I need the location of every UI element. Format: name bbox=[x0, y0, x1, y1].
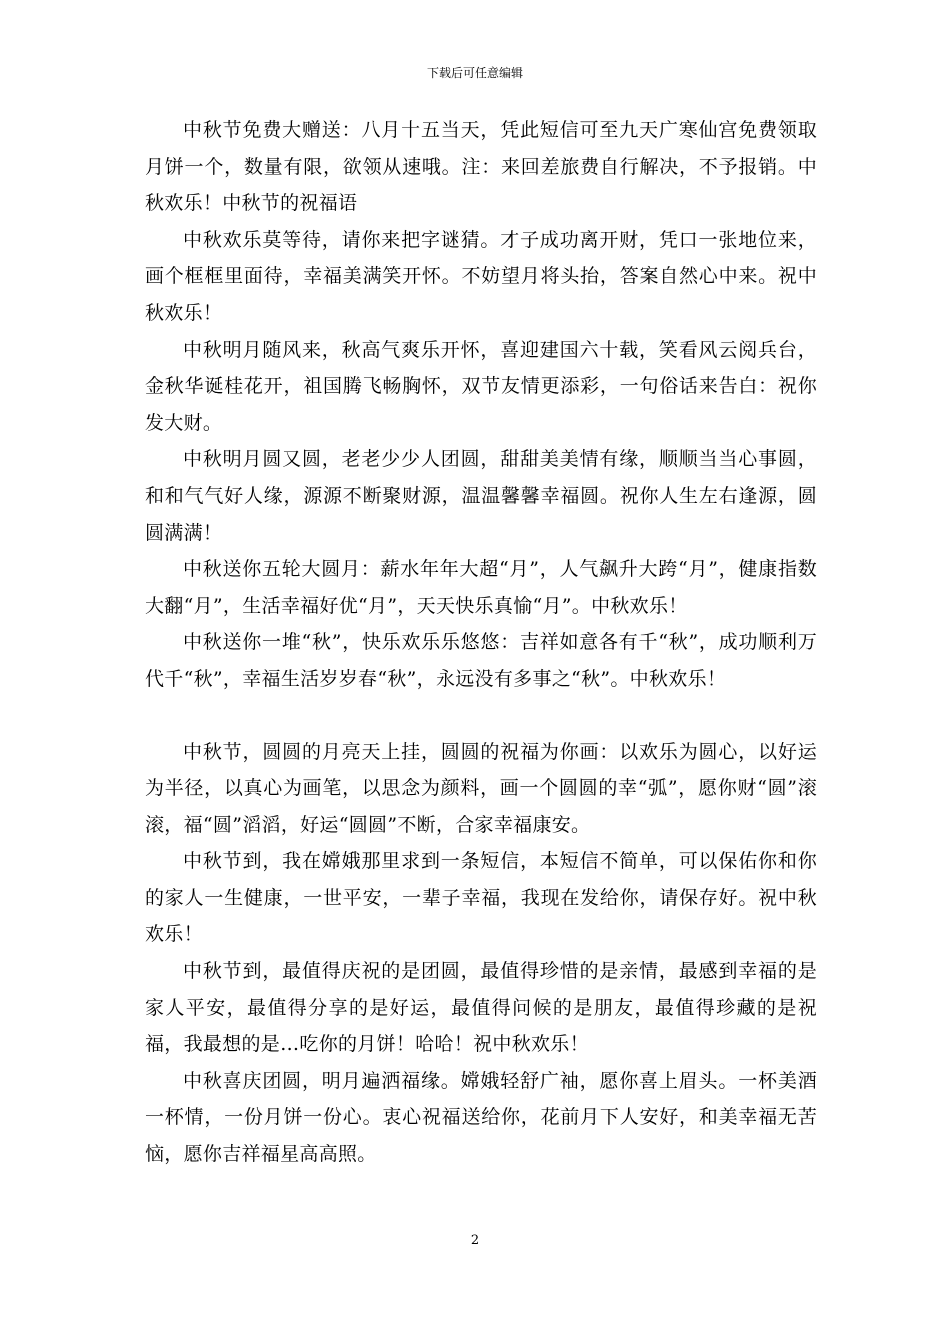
paragraph: 中秋节，圆圆的月亮天上挂，圆圆的祝福为你画：以欢乐为圆心，以好运为半径，以真心为画笔，以思念为颜料，画一个圆圆的幸“弧”，愿你财“圆”滚滚，福“圆”滔滔，好运“圆圆”不断，合家幸福康安。 bbox=[145, 740, 817, 836]
page-header: 下载后可任意编辑 bbox=[426, 66, 523, 80]
paragraph: 中秋喜庆团圆，明月遍洒福缘。嫦娥轻舒广袖，愿你喜上眉头。一杯美酒一杯情，一份月饼一份心。衷心祝福送给你，花前月下人安好，和美幸福无苦恼，愿你吉祥福星高高照。 bbox=[145, 1069, 817, 1166]
paragraph: 中秋送你五轮大圆月：薪水年年大超“月”，人气飙升大跨“月”，健康指数大翻“月”，生活幸福好优“月”，天天快乐真愉“月”。中秋欢乐！ bbox=[145, 558, 817, 617]
blank-line bbox=[145, 698, 817, 734]
paragraph: 中秋送你一堆“秋”，快乐欢乐乐悠悠：吉祥如意各有千“秋”，成功顺利万代千“秋”，幸福生活岁岁春“秋”，永远没有多事之“秋”。中秋欢乐！ bbox=[145, 631, 817, 690]
document-body bbox=[145, 112, 817, 1173]
paragraph: 中秋节到，最值得庆祝的是团圆，最值得珍惜的是亲情，最感到幸福的是家人平安，最值得分享的是好运，最值得问候的是朋友，最值得珍藏的是祝福，我最想的是…吃你的月饼！哈哈！祝中秋欢乐！ bbox=[145, 960, 817, 1056]
paragraph: 中秋节到，我在嫦娥那里求到一条短信，本短信不简单，可以保佑你和你的家人一生健康，一世平安，一辈子幸福，我现在发给你，请保存好。祝中秋欢乐！ bbox=[145, 850, 817, 946]
page-number: 2 bbox=[470, 1233, 480, 1248]
paragraph: 中秋节免费大赠送：八月十五当天，凭此短信可至九天广寒仙宫免费领取月饼一个，数量有限，欲领从速哦。注：来回差旅费自行解决，不予报销。中秋欢乐！中秋节的祝福语 bbox=[145, 119, 817, 215]
paragraph: 中秋明月圆又圆，老老少少人团圆，甜甜美美情有缘，顺顺当当心事圆，和和气气好人缘，源源不断聚财源，温温馨馨幸福圆。祝你人生左右逢源，圆圆满满！ bbox=[145, 448, 817, 544]
paragraph: 中秋明月随风来，秋高气爽乐开怀，喜迎建国六十载，笑看风云阅兵台，金秋华诞桂花开，祖国腾飞畅胸怀，双节友情更添彩，一句俗话来告白：祝你发大财。 bbox=[145, 338, 817, 434]
paragraph: 中秋欢乐莫等待，请你来把字谜猜。才子成功离开财，凭口一张地位来，画个框框里面待，幸福美满笑开怀。不妨望月将头抬，答案自然心中来。祝中秋欢乐！ bbox=[145, 228, 817, 324]
